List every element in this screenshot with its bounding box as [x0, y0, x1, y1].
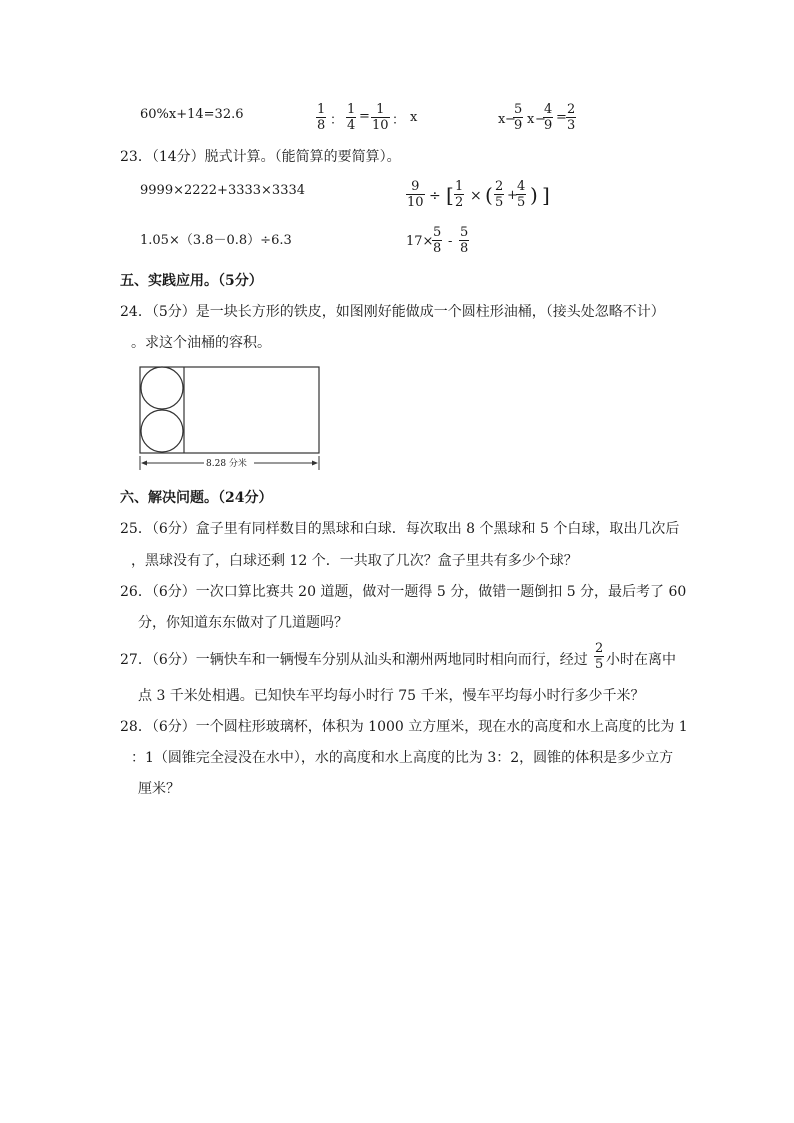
question-28-line-3: 厘米？: [138, 781, 180, 797]
question-27-line-1a: 27．（6分）一辆快车和一辆慢车分别从汕头和潮州两地同时相向而行，经过: [120, 652, 588, 668]
sheet-diagram: [138, 366, 322, 472]
left-bracket: [: [446, 183, 454, 207]
equals-sign: =: [359, 109, 370, 124]
question-28-line-2: ：1（圆锥完全浸没在水中），水的高度和水上高度的比为 3：2，圆锥的体积是多少立方: [131, 750, 674, 766]
fraction: $\frac{5}{8}$: [433, 225, 442, 256]
colon: ：: [330, 113, 344, 128]
expression-4-prefix: 17×: [406, 234, 434, 249]
minus-sign: −: [535, 112, 546, 127]
fraction: $\frac{4}{5}$: [517, 179, 526, 210]
colon: ：: [392, 113, 406, 128]
times-sign: ×: [470, 188, 482, 204]
question-27-line-2: 点 3 千米处相遇。已知快车平均每小时行 75 千米，慢车平均每小时行多少千米？: [138, 688, 645, 704]
fraction: $\frac{5}{8}$: [460, 225, 469, 256]
right-paren: ): [530, 183, 538, 207]
expression-3: 1.05×（3.8－0.8）÷6.3: [140, 233, 292, 248]
section-6-title: 六、解决问题。（24分）: [120, 490, 273, 506]
variable-x: x: [498, 112, 506, 127]
question-24-line-1: 24．（5分）是一块长方形的铁皮，如图刚好能做成一个圆柱形油桶，（接头处忽略不计）: [120, 304, 665, 320]
fraction: $\frac{1}{4}$: [347, 102, 356, 133]
fraction: $\frac{5}{9}$: [514, 102, 523, 133]
fraction: $\frac{4}{9}$: [544, 102, 553, 133]
fraction: $\frac{1}{10}$: [372, 102, 389, 133]
equals-sign: =: [556, 110, 567, 125]
fraction: $\frac{2}{3}$: [567, 102, 576, 133]
question-26-line-1: 26．（6分）一次口算比赛共 20 道题，做对一题得 5 分，做错一题倒扣 5 分，最后考了 60: [120, 584, 687, 600]
variable-x: x: [410, 110, 418, 125]
fraction: $\frac{9}{10}$: [407, 179, 424, 210]
fraction: $\frac{2}{5}$: [595, 641, 604, 672]
question-25-line-2: ，黑球没有了，白球还剩 12 个．一共取了几次？盒子里共有多少个球？: [131, 553, 578, 569]
left-paren: (: [485, 183, 493, 207]
question-28-line-1: 28．（6分）一个圆柱形玻璃杯，体积为 1000 立方厘米，现在水的高度和水上高度的比为 1: [120, 719, 688, 735]
question-27-line-1b: 小时在离中: [606, 652, 676, 668]
figure-length-label: 8.28 分米: [206, 459, 247, 469]
question-25-line-1: 25．（6分）盒子里有同样数目的黑球和白球．每次取出 8 个黑球和 5 个白球，取出几次后: [120, 521, 680, 537]
question-24-line-2: 。求这个油桶的容积。: [131, 335, 271, 351]
fraction: $\frac{1}{2}$: [455, 179, 464, 210]
minus-sign: -: [448, 234, 453, 249]
fraction: $\frac{2}{5}$: [495, 179, 504, 210]
fraction: $\frac{1}{8}$: [317, 102, 326, 133]
question-23-title: 23．（14分）脱式计算。（能简算的要简算）。: [120, 149, 401, 165]
equation-1: 60%x+14=32.6: [140, 107, 244, 122]
divide-sign: ÷: [429, 188, 441, 204]
minus-sign: −: [505, 112, 516, 127]
plus-sign: +: [507, 188, 518, 203]
section-5-title: 五、实践应用。（5分）: [120, 273, 263, 289]
expression-1: 9999×2222+3333×3334: [140, 183, 306, 198]
right-bracket: ]: [542, 183, 550, 207]
variable-x: x: [527, 112, 535, 127]
question-26-line-2: 分，你知道东东做对了几道题吗？: [138, 615, 348, 631]
